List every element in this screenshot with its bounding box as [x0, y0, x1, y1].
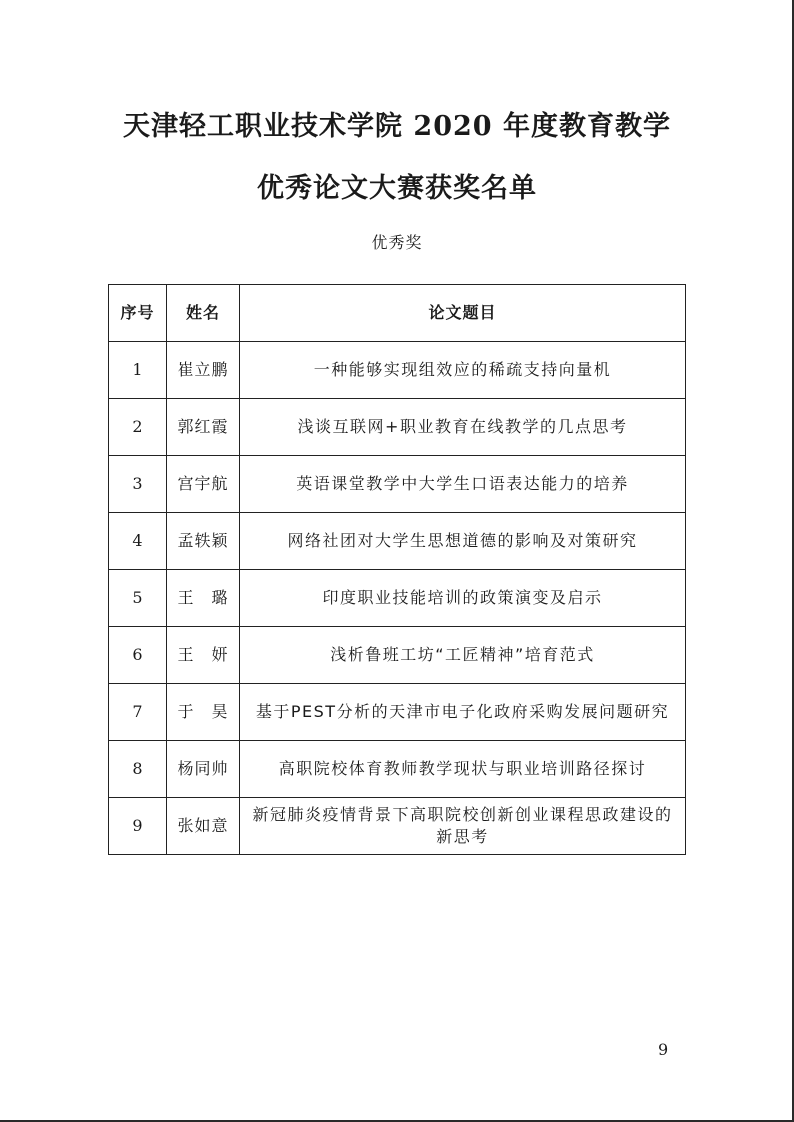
- table-row: [109, 627, 686, 684]
- row-paper-title: 浅析鲁班工坊“工匠精神”培育范式: [240, 627, 686, 684]
- table-row: [109, 456, 686, 513]
- row-name: 张如意: [167, 798, 240, 855]
- award-table: [108, 284, 686, 855]
- page-number: 9: [658, 1040, 669, 1059]
- row-name: 崔立鹏: [167, 342, 240, 399]
- row-paper-title: 浅谈互联网+职业教育在线教学的几点思考: [240, 399, 686, 456]
- document-title-line-2: 优秀论文大赛获奖名单: [257, 173, 537, 204]
- row-paper-title: 一种能够实现组效应的稀疏支持向量机: [240, 342, 686, 399]
- table-header-row: [109, 285, 686, 342]
- row-name: 王 妍: [167, 627, 240, 684]
- row-number: 8: [109, 741, 167, 798]
- row-paper-title: 网络社团对大学生思想道德的影响及对策研究: [240, 513, 686, 570]
- header-paper-title: 论文题目: [240, 285, 686, 342]
- document-title-line-1: 天津轻工职业技术学院 2020 年度教育教学: [123, 111, 671, 142]
- award-level-heading: 优秀奖: [371, 233, 423, 252]
- row-number: 4: [109, 513, 167, 570]
- row-number: 6: [109, 627, 167, 684]
- table-row: [109, 399, 686, 456]
- row-paper-title: 基于PEST分析的天津市电子化政府采购发展问题研究: [240, 684, 686, 741]
- row-name: 孟轶颖: [167, 513, 240, 570]
- row-number: 3: [109, 456, 167, 513]
- row-name: 杨同帅: [167, 741, 240, 798]
- row-paper-title: 英语课堂教学中大学生口语表达能力的培养: [240, 456, 686, 513]
- row-name: 王 璐: [167, 570, 240, 627]
- row-paper-title: 新冠肺炎疫情背景下高职院校创新创业课程思政建设的新思考: [240, 798, 686, 855]
- row-name: 宫宇航: [167, 456, 240, 513]
- table-row: [109, 798, 686, 855]
- row-paper-title: 高职院校体育教师教学现状与职业培训路径探讨: [240, 741, 686, 798]
- row-paper-title: 印度职业技能培训的政策演变及启示: [240, 570, 686, 627]
- row-number: 7: [109, 684, 167, 741]
- row-number: 9: [109, 798, 167, 855]
- table-row: [109, 513, 686, 570]
- header-number: 序号: [109, 285, 167, 342]
- header-name: 姓名: [167, 285, 240, 342]
- row-number: 2: [109, 399, 167, 456]
- table-row: [109, 741, 686, 798]
- row-name: 于 昊: [167, 684, 240, 741]
- row-number: 1: [109, 342, 167, 399]
- row-number: 5: [109, 570, 167, 627]
- row-name: 郭红霞: [167, 399, 240, 456]
- table-row: [109, 342, 686, 399]
- table-row: [109, 570, 686, 627]
- table-row: [109, 684, 686, 741]
